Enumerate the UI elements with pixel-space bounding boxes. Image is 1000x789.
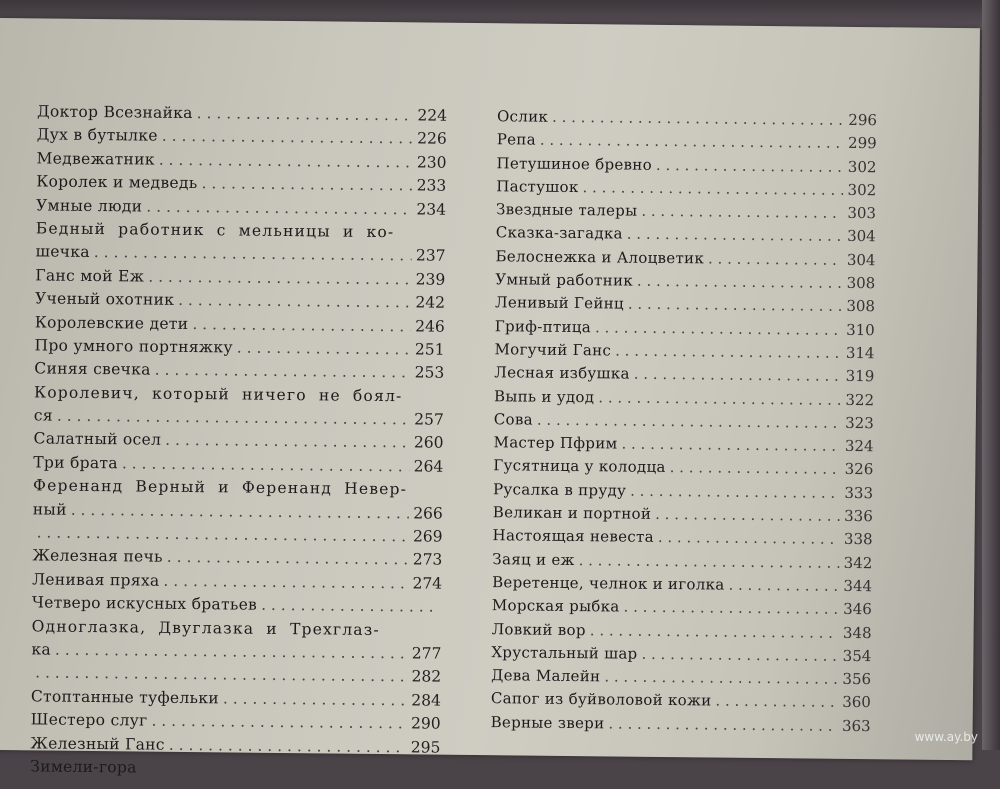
toc-entry-title: ка: [31, 640, 52, 659]
toc-entry-title: Ленивый Гейнц: [494, 293, 625, 313]
toc-entry-title: Умные люди: [35, 195, 143, 216]
toc-entry-title: Доктор Всезнайка: [36, 102, 193, 123]
toc-entry-title: Звездные талеры: [495, 200, 638, 220]
toc-entry-title: Морская рыбка: [491, 596, 620, 616]
toc-entry-title: Королевские дети: [34, 312, 189, 333]
toc-leader-dots: [237, 336, 411, 361]
toc-page-number: 304: [846, 250, 876, 269]
toc-entry-title: Лесная избушка: [494, 363, 630, 383]
toc-leader-dots: [178, 289, 412, 315]
toc-leader-dots: [165, 429, 410, 455]
toc-entry: [35, 217, 445, 268]
toc-entry-title: ся: [33, 406, 53, 425]
toc-page-number: 233: [416, 176, 447, 195]
toc-leader-dots: [159, 148, 413, 174]
toc-page-number: 319: [845, 367, 875, 386]
toc-entry-title: Шестеро слуг: [30, 710, 148, 730]
toc-page-number: 260: [413, 433, 444, 453]
toc-leader-dots: [637, 270, 843, 295]
toc-leader-dots: [148, 265, 412, 291]
toc-leader-dots: [223, 687, 408, 712]
toc-page-number: 269: [412, 527, 443, 546]
toc-page-number: 302: [847, 157, 877, 176]
toc-page-number: 324: [844, 437, 874, 456]
toc-entry-title: Выпь и удод: [493, 386, 595, 406]
toc-entry-title: Дух в бутылке: [36, 125, 158, 146]
toc-entry-title: Стоптанные туфельки: [30, 687, 220, 708]
toc-entry-title: Ловкий вор: [491, 619, 586, 639]
toc-leader-dots: [197, 102, 414, 128]
toc-leader-dots: [670, 456, 841, 481]
toc-page-number: 230: [416, 153, 447, 172]
toc-entry-title: Королевич, который ничего не боял-: [33, 383, 403, 405]
toc-page-number: 284: [411, 691, 441, 710]
book-page: [0, 18, 980, 777]
toc-leader-dots: [537, 409, 841, 435]
toc-entry-title: Медвежатник: [36, 149, 155, 169]
toc-page-number: 234: [416, 199, 447, 219]
toc-leader-dots: [655, 503, 840, 528]
toc-page-number: 224: [417, 106, 448, 125]
toc-entry-title: Ленивая пряха: [32, 570, 160, 590]
toc-page-number: 308: [846, 273, 876, 293]
toc-page-number: 344: [843, 576, 873, 596]
toc-entry-title: Бедный работник с мельницы и ко-: [35, 219, 395, 242]
toc-leader-dots: [728, 574, 839, 598]
toc-leader-dots: [155, 359, 411, 385]
toc-page-number: 356: [842, 669, 872, 689]
toc-entry-title: Королек и медведь: [36, 172, 198, 193]
toc-page-number: 303: [847, 204, 877, 223]
toc-entry-title: Салатный осел: [33, 429, 162, 450]
toc-page-number: 295: [410, 737, 441, 757]
toc-right-column: [491, 105, 878, 738]
toc-leader-dots: [163, 570, 408, 596]
toc-page-number: 323: [845, 413, 874, 433]
toc-page-number: 348: [842, 623, 872, 642]
toc-entry-title: Белоснежка и Алоцветик: [495, 246, 705, 268]
book-cover-right: [982, 0, 1000, 750]
toc-page-number: 242: [415, 293, 446, 312]
toc-page-number: 273: [412, 550, 443, 570]
toc-page-number: 363: [841, 716, 871, 735]
toc-entry-title: Могучий Ганс: [494, 340, 612, 360]
toc-entry-title: Сапог из буйволовой кожи: [490, 689, 712, 710]
toc-entry-title: Ослик: [496, 107, 549, 126]
toc-page-number: 296: [848, 110, 878, 130]
toc-leader-dots: [634, 363, 842, 388]
toc-page-number: 333: [844, 483, 874, 502]
toc-leader-dots: [169, 733, 407, 759]
toc-page-number: 326: [844, 460, 874, 479]
toc-leader-dots: [94, 241, 412, 268]
toc-page-number: 282: [411, 667, 442, 687]
toc-page-number: 277: [411, 644, 442, 663]
toc-entry: [491, 711, 871, 738]
toc-leader-dots: [708, 247, 843, 272]
toc-line: [491, 711, 871, 738]
toc-page-number: 290: [410, 714, 441, 733]
toc-leader-dots: [261, 594, 438, 619]
toc-page-number: 346: [843, 600, 872, 619]
toc-leader-dots: [598, 386, 841, 412]
toc-entry: [33, 475, 443, 526]
toc-entry-title: Великан и портной: [492, 503, 652, 523]
toc-entry-title: Три брата: [33, 453, 118, 473]
toc-leader-dots: [146, 195, 412, 221]
toc-entry-title: шечка: [35, 242, 90, 262]
toc-page-number: 264: [413, 457, 444, 476]
toc-entry-title: Железная печь: [32, 546, 163, 567]
toc-leader-dots: [641, 200, 843, 225]
toc-entry-title: Гусятница у колодца: [493, 456, 666, 477]
toc-leader-dots: [658, 526, 840, 551]
toc-entry-title: Синяя свечка: [34, 359, 151, 379]
toc-entry-title: Ганс мой Еж: [35, 266, 145, 286]
toc-leader-dots: [621, 433, 841, 459]
toc-page-number: 246: [415, 316, 445, 336]
toc-entry-title: Мастер Пфрим: [493, 433, 618, 453]
toc-page-number: 299: [848, 134, 877, 153]
toc-page-number: 314: [845, 343, 875, 363]
toc-page-number: 239: [415, 270, 446, 289]
toc-entry-title: Хрустальный шар: [491, 643, 638, 663]
toc-leader-dots: [604, 665, 838, 691]
toc-page-number: 274: [412, 574, 443, 593]
toc-entry-title: Дева Малейн: [491, 666, 601, 686]
toc-entry-title: Одноглазка, Двуглазка и Трехглаз-: [31, 616, 380, 639]
toc-left-column: [30, 100, 447, 783]
toc-entry-title: Заяц и еж: [492, 549, 575, 569]
toc-leader-dots: [623, 596, 839, 622]
toc-entry-title: Про умного портняжку: [34, 336, 233, 357]
toc-page-number: 354: [842, 646, 872, 665]
toc-leader-dots: [628, 293, 843, 319]
toc-page-number: 251: [414, 340, 445, 359]
toc-leader-dots: [151, 710, 407, 736]
toc-entry-title: Веретенце, челнок и иголка: [492, 573, 725, 594]
toc-leader-dots: [595, 316, 842, 342]
toc-leader-dots: [627, 223, 844, 249]
toc-entry-title: Пастушок: [496, 177, 579, 196]
toc-entry-title: Репа: [496, 130, 536, 149]
toc-entry-title: Петушиное бревно: [496, 153, 653, 174]
toc-entry-title: Зимели-гора: [30, 757, 137, 777]
toc-leader-dots: [162, 125, 414, 151]
toc-entry: [34, 381, 444, 432]
toc-entry-title: Сказка-загадка: [495, 223, 623, 244]
toc-entry-title: Настоящая невеста: [492, 526, 654, 547]
toc-entry-title: Верные звери: [490, 712, 605, 733]
toc-page-number: 304: [847, 227, 876, 246]
toc-leader-dots: [167, 546, 409, 572]
toc-page-number: 302: [847, 180, 877, 200]
toc-leader-dots: [608, 712, 838, 738]
toc-page-number: 360: [842, 693, 871, 712]
toc-leader-dots: [192, 313, 411, 339]
toc-leader-dots: [579, 549, 840, 575]
toc-leader-dots: [582, 176, 843, 202]
toc-entry-title: Умный работник: [495, 270, 634, 290]
toc-leader-dots: [590, 619, 839, 645]
toc-leader-dots: [141, 756, 437, 782]
toc-page-number: 266: [413, 503, 443, 523]
toc-page-number: 226: [417, 129, 447, 149]
toc-leader-dots: [71, 498, 410, 525]
toc-leader-dots: [540, 129, 844, 155]
watermark: www.ay.by: [914, 730, 978, 744]
toc-line: [30, 755, 440, 783]
toc-entry-title: ный: [32, 500, 67, 519]
toc-page-number: 308: [846, 297, 876, 316]
toc-page-number: 257: [414, 410, 444, 429]
toc-leader-dots: [122, 452, 410, 478]
toc-leader-dots: [641, 643, 838, 668]
toc-entry-title: Четверо искусных братьев: [31, 593, 258, 614]
toc-entry-title: Железный Ганс: [30, 733, 165, 754]
toc-entry: [31, 615, 441, 666]
toc-page-number: 237: [415, 246, 446, 266]
toc-leader-dots: [615, 339, 842, 365]
toc-page-number: 336: [844, 506, 873, 526]
toc-entry-title: Ференанд Верный и Ференанд Невер-: [33, 476, 408, 499]
toc-page-number: 342: [843, 553, 873, 572]
toc-leader-dots: [630, 479, 841, 504]
toc-leader-dots: [552, 106, 844, 132]
toc-page-number: 310: [846, 320, 875, 339]
toc-leader-dots: [656, 153, 844, 178]
toc-page-number: 253: [414, 363, 445, 382]
toc-page-number: 322: [845, 390, 875, 409]
toc-leader-dots: [715, 690, 838, 715]
toc-page-number: 338: [843, 530, 873, 549]
toc-entry-title: Русалка в пруду: [493, 479, 627, 500]
toc-entry-title: Гриф-птица: [494, 316, 592, 336]
toc-entry-title: Сова: [493, 410, 534, 429]
toc-leader-dots: [201, 172, 412, 198]
toc-entry: [30, 755, 440, 783]
toc-entry-title: Ученый охотник: [34, 289, 175, 309]
